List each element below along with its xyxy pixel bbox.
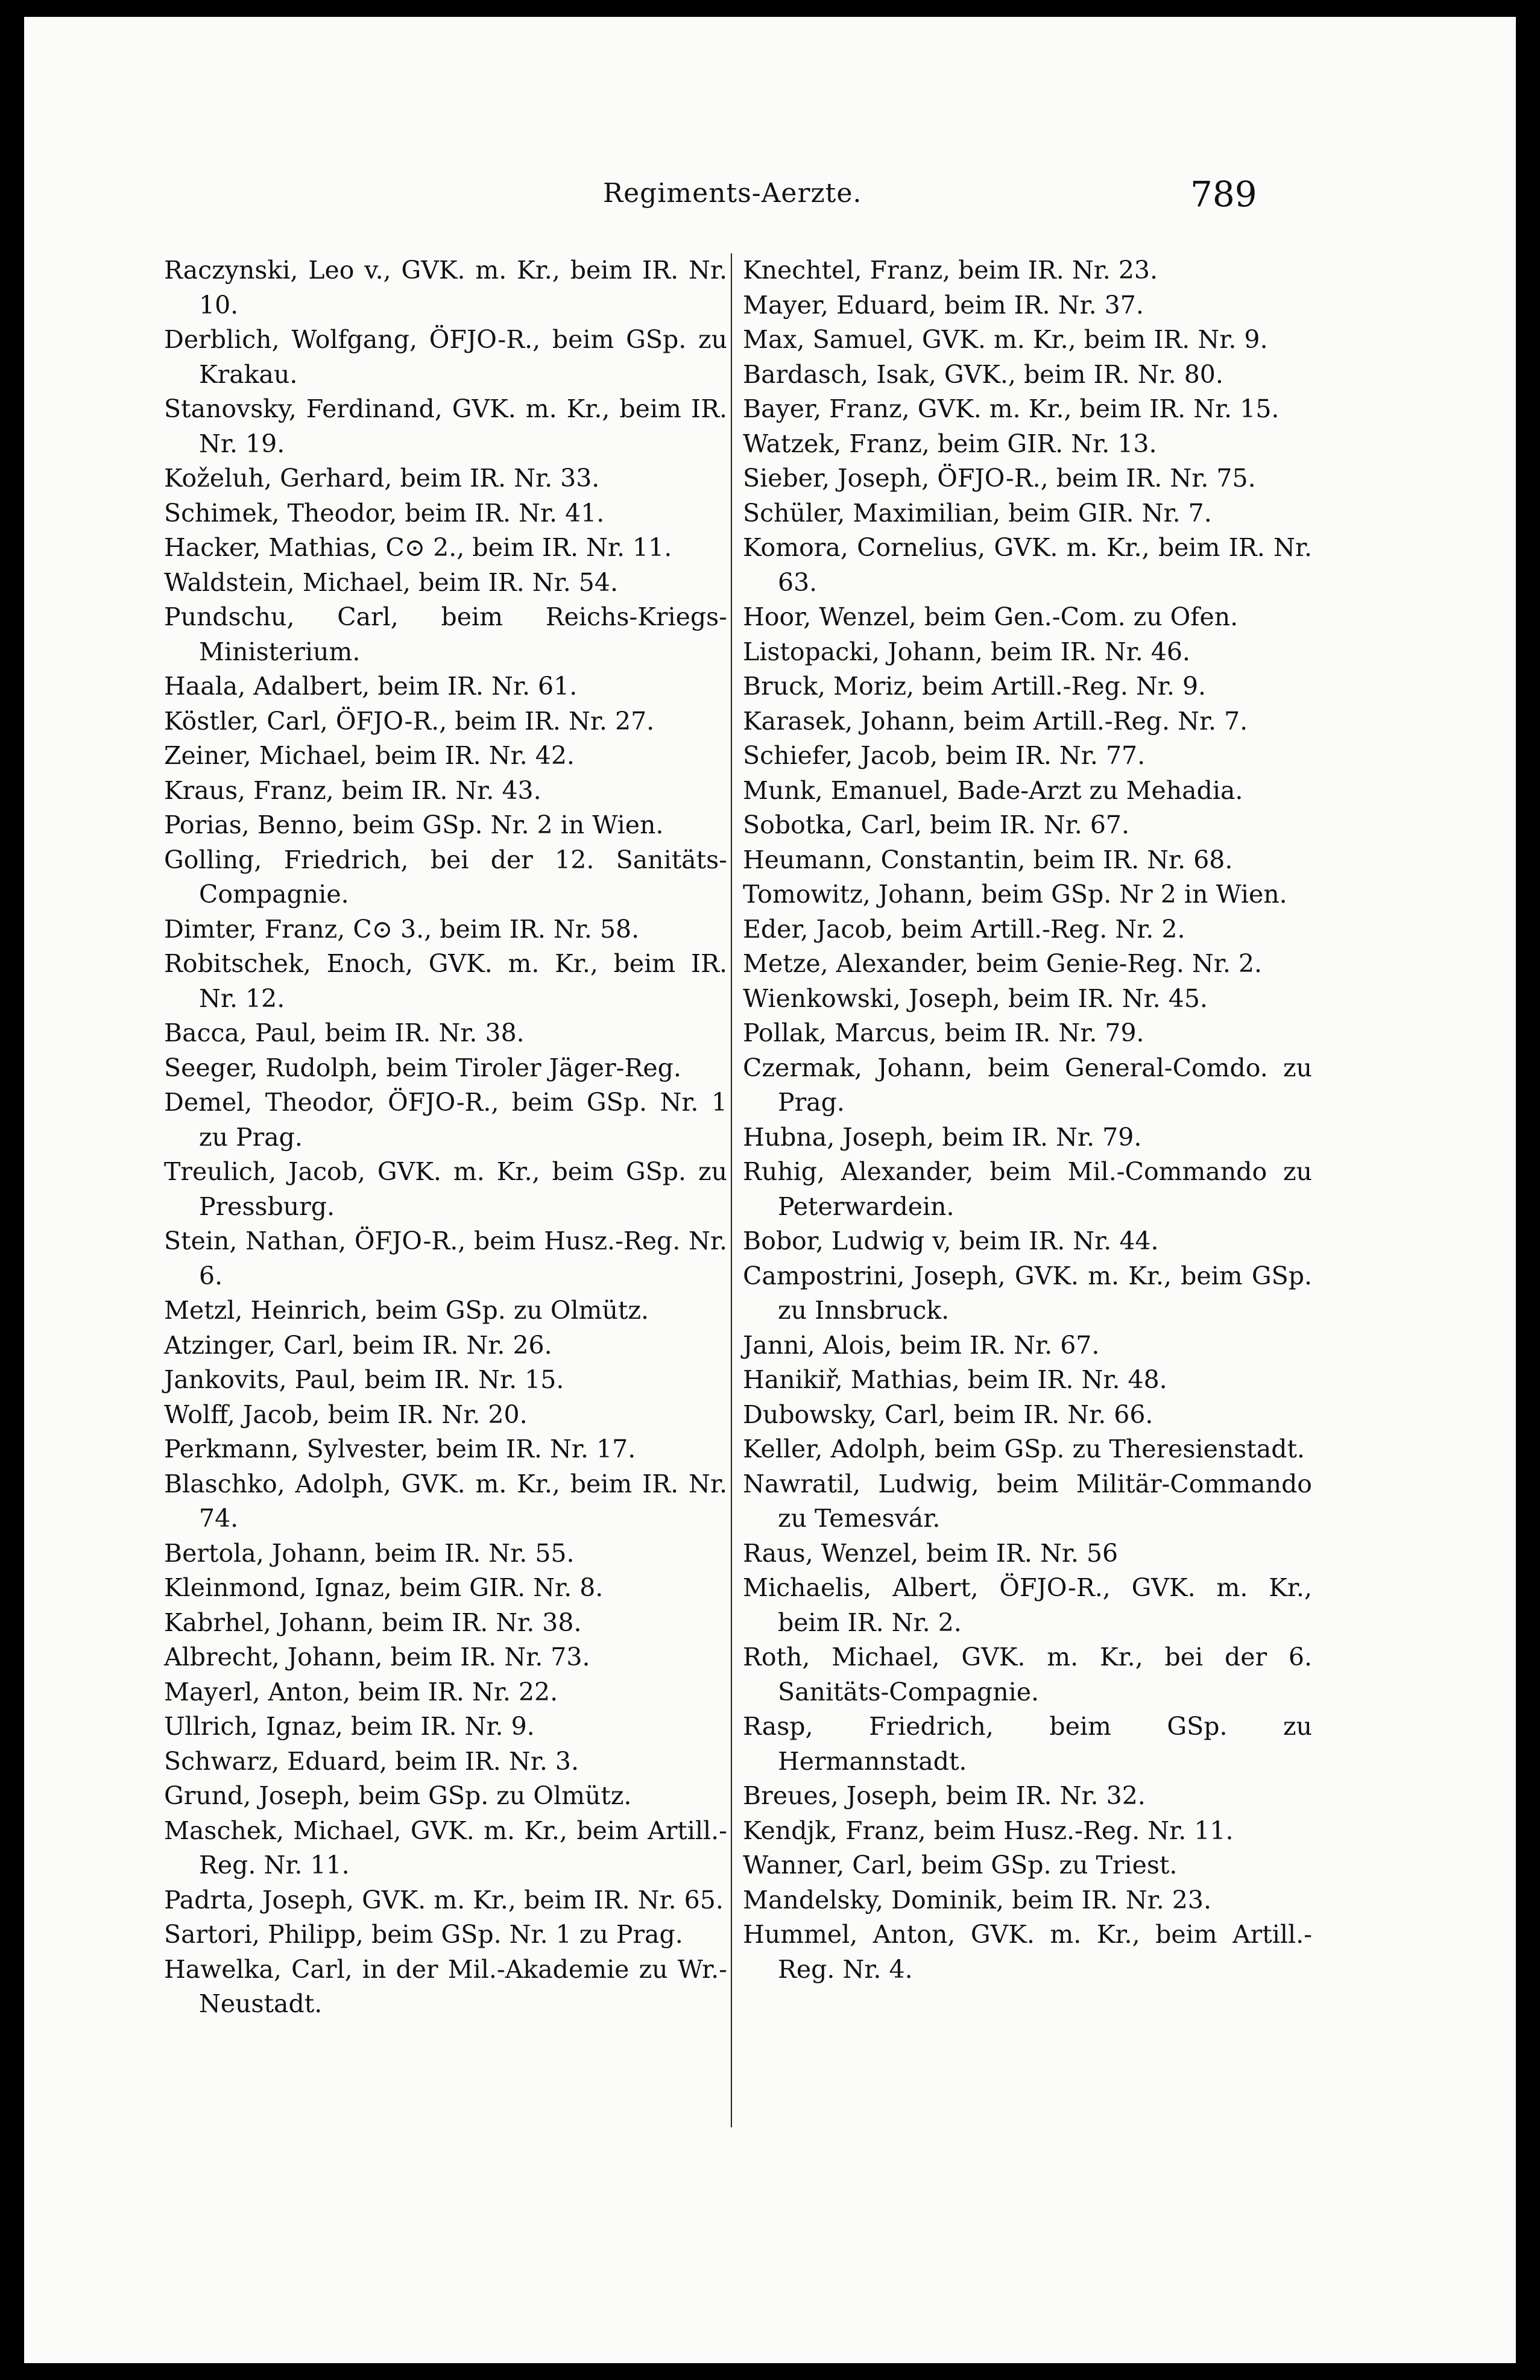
list-entry: Wanner, Carl, beim GSp. zu Triest.	[743, 1851, 1178, 1880]
list-entry: Bardasch, Isak, GVK., beim IR. Nr. 80.	[743, 359, 1223, 389]
list-entry: Heumann, Constantin, beim IR. Nr. 68.	[743, 845, 1233, 874]
list-entry: Janni, Alois, beim IR. Nr. 67.	[743, 1330, 1100, 1360]
list-entry: Albrecht, Johann, beim IR. Nr. 73.	[164, 1643, 590, 1671]
list-entry: Atzinger, Carl, beim IR. Nr. 26.	[164, 1330, 552, 1360]
list-entry: Golling, Friedrich, bei der 12. Sanitäts-Compagnie.	[164, 845, 727, 909]
list-entry: Mayerl, Anton, beim IR. Nr. 22.	[164, 1677, 558, 1706]
list-entry: Schwarz, Eduard, beim IR. Nr. 3.	[164, 1746, 579, 1776]
list-entry: Karasek, Johann, beim Artill.-Reg. Nr. 7.	[743, 706, 1248, 736]
list-entry: Munk, Emanuel, Bade-Arzt zu Mehadia.	[743, 775, 1243, 805]
list-entry: Komora, Cornelius, GVK. m. Kr., beim IR. Nr. 63.	[743, 533, 1312, 597]
list-entry: Michaelis, Albert, ÖFJO-R., GVK. m. Kr., beim IR. Nr. 2.	[743, 1573, 1312, 1637]
page-number: 789	[1190, 174, 1257, 215]
list-entry: Hawelka, Carl, in der Mil.-Akademie zu Wr.-Neustadt.	[164, 1954, 727, 2018]
list-entry: Schüler, Maximilian, beim GIR. Nr. 7.	[743, 498, 1212, 528]
list-entry: Köstler, Carl, ÖFJO-R., beim IR. Nr. 27.	[164, 706, 655, 736]
list-entry: Kendjk, Franz, beim Husz.-Reg. Nr. 11.	[743, 1816, 1234, 1845]
list-entry: Stein, Nathan, ÖFJO-R., beim Husz.-Reg. Nr. 6.	[164, 1226, 727, 1290]
running-head: Regiments-Aerzte.	[603, 178, 862, 209]
list-entry: Metze, Alexander, beim Genie-Reg. Nr. 2.	[743, 949, 1263, 978]
list-entry: Watzek, Franz, beim GIR. Nr. 13.	[743, 429, 1157, 458]
list-entry: Maschek, Michael, GVK. m. Kr., beim Artill.-Reg. Nr. 11.	[164, 1816, 727, 1880]
list-entry: Treulich, Jacob, GVK. m. Kr., beim GSp. zu Pressburg.	[164, 1157, 727, 1221]
list-entry: Koželuh, Gerhard, beim IR. Nr. 33.	[164, 464, 600, 493]
list-entry: Tomowitz, Johann, beim GSp. Nr 2 in Wien.	[743, 880, 1287, 909]
list-entry: Schimek, Theodor, beim IR. Nr. 41.	[164, 498, 605, 528]
list-entry: Bruck, Moriz, beim Artill.-Reg. Nr. 9.	[743, 672, 1207, 701]
list-entry: Bobor, Ludwig v, beim IR. Nr. 44.	[743, 1226, 1159, 1255]
list-entry: Hacker, Mathias, C⊙ 2., beim IR. Nr. 11.	[164, 533, 672, 562]
list-entry: Mandelsky, Dominik, beim IR. Nr. 23.	[743, 1885, 1211, 1914]
list-entry: Knechtel, Franz, beim IR. Nr. 23.	[743, 256, 1158, 285]
list-entry: Seeger, Rudolph, beim Tiroler Jäger-Reg.	[164, 1053, 681, 1082]
list-entry: Schiefer, Jacob, beim IR. Nr. 77.	[743, 741, 1146, 770]
list-entry: Keller, Adolph, beim GSp. zu Theresienstadt.	[743, 1435, 1305, 1463]
list-entry: Campostrini, Joseph, GVK. m. Kr., beim GSp. zu Innsbruck.	[743, 1261, 1312, 1325]
list-entry: Kleinmond, Ignaz, beim GIR. Nr. 8.	[164, 1573, 604, 1602]
list-entry: Sobotka, Carl, beim IR. Nr. 67.	[743, 810, 1130, 839]
list-entry: Eder, Jacob, beim Artill.-Reg. Nr. 2.	[743, 914, 1185, 944]
list-entry: Porias, Benno, beim GSp. Nr. 2 in Wien.	[164, 810, 664, 839]
list-entry: Mayer, Eduard, beim IR. Nr. 37.	[743, 290, 1144, 320]
list-entry: Demel, Theodor, ÖFJO-R., beim GSp. Nr. 1 zu Prag.	[164, 1088, 727, 1152]
list-entry: Pundschu, Carl, beim Reichs-Kriegs-Ministerium.	[164, 602, 727, 666]
list-entry: Listopacki, Johann, beim IR. Nr. 46.	[743, 637, 1190, 666]
list-entry: Wolff, Jacob, beim IR. Nr. 20.	[164, 1400, 528, 1429]
book-page	[24, 17, 1516, 2363]
list-entry: Kraus, Franz, beim IR. Nr. 43.	[164, 775, 541, 805]
right-column	[743, 253, 1312, 1987]
list-entry: Czermak, Johann, beim General-Comdo. zu Prag.	[743, 1053, 1312, 1117]
list-entry: Max, Samuel, GVK. m. Kr., beim IR. Nr. 9.	[743, 325, 1268, 354]
list-entry: Metzl, Heinrich, beim GSp. zu Olmütz.	[164, 1296, 649, 1325]
list-entry: Kabrhel, Johann, beim IR. Nr. 38.	[164, 1608, 582, 1637]
list-entry: Ruhig, Alexander, beim Mil.-Commando zu Peterwardein.	[743, 1157, 1312, 1221]
list-entry: Hoor, Wenzel, beim Gen.-Com. zu Ofen.	[743, 602, 1239, 631]
list-entry: Derblich, Wolfgang, ÖFJO-R., beim GSp. zu Krakau.	[164, 325, 727, 389]
list-entry: Padrta, Joseph, GVK. m. Kr., beim IR. Nr. 65.	[164, 1885, 724, 1914]
list-entry: Hanikiř, Mathias, beim IR. Nr. 48.	[743, 1365, 1167, 1394]
list-entry: Haala, Adalbert, beim IR. Nr. 61.	[164, 672, 578, 701]
list-entry: Dubowsky, Carl, beim IR. Nr. 66.	[743, 1400, 1153, 1429]
list-entry: Stanovsky, Ferdinand, GVK. m. Kr., beim IR. Nr. 19.	[164, 394, 727, 458]
list-entry: Bacca, Paul, beim IR. Nr. 38.	[164, 1018, 525, 1047]
list-entry: Hubna, Joseph, beim IR. Nr. 79.	[743, 1122, 1142, 1152]
list-entry: Hummel, Anton, GVK. m. Kr., beim Artill.-Reg. Nr. 4.	[743, 1920, 1312, 1984]
left-column	[164, 253, 727, 2022]
list-entry: Roth, Michael, GVK. m. Kr., bei der 6. Sanitäts-Compagnie.	[743, 1643, 1312, 1706]
list-entry: Raczynski, Leo v., GVK. m. Kr., beim IR. Nr. 10.	[164, 256, 727, 320]
list-entry: Waldstein, Michael, beim IR. Nr. 54.	[164, 567, 618, 597]
list-entry: Raus, Wenzel, beim IR. Nr. 56	[743, 1538, 1119, 1568]
list-entry: Nawratil, Ludwig, beim Militär-Commando zu Temesvár.	[743, 1469, 1312, 1533]
list-entry: Blaschko, Adolph, GVK. m. Kr., beim IR. Nr. 74.	[164, 1469, 727, 1533]
list-entry: Wienkowski, Joseph, beim IR. Nr. 45.	[743, 983, 1208, 1013]
list-entry: Bayer, Franz, GVK. m. Kr., beim IR. Nr. 15.	[743, 394, 1280, 423]
list-entry: Breues, Joseph, beim IR. Nr. 32.	[743, 1781, 1146, 1810]
list-entry: Zeiner, Michael, beim IR. Nr. 42.	[164, 741, 575, 770]
column-divider	[731, 253, 732, 2127]
list-entry: Robitschek, Enoch, GVK. m. Kr., beim IR. Nr. 12.	[164, 949, 727, 1013]
list-entry: Perkmann, Sylvester, beim IR. Nr. 17.	[164, 1435, 636, 1463]
list-entry: Dimter, Franz, C⊙ 3., beim IR. Nr. 58.	[164, 914, 640, 944]
list-entry: Jankovits, Paul, beim IR. Nr. 15.	[164, 1365, 564, 1394]
list-entry: Grund, Joseph, beim GSp. zu Olmütz.	[164, 1781, 632, 1810]
list-entry: Sieber, Joseph, ÖFJO-R., beim IR. Nr. 75.	[743, 464, 1256, 493]
list-entry: Sartori, Philipp, beim GSp. Nr. 1 zu Prag.	[164, 1920, 683, 1949]
list-entry: Pollak, Marcus, beim IR. Nr. 79.	[743, 1018, 1144, 1047]
list-entry: Rasp, Friedrich, beim GSp. zu Hermannstadt.	[743, 1712, 1312, 1776]
list-entry: Bertola, Johann, beim IR. Nr. 55.	[164, 1538, 575, 1568]
list-entry: Ullrich, Ignaz, beim IR. Nr. 9.	[164, 1712, 535, 1741]
